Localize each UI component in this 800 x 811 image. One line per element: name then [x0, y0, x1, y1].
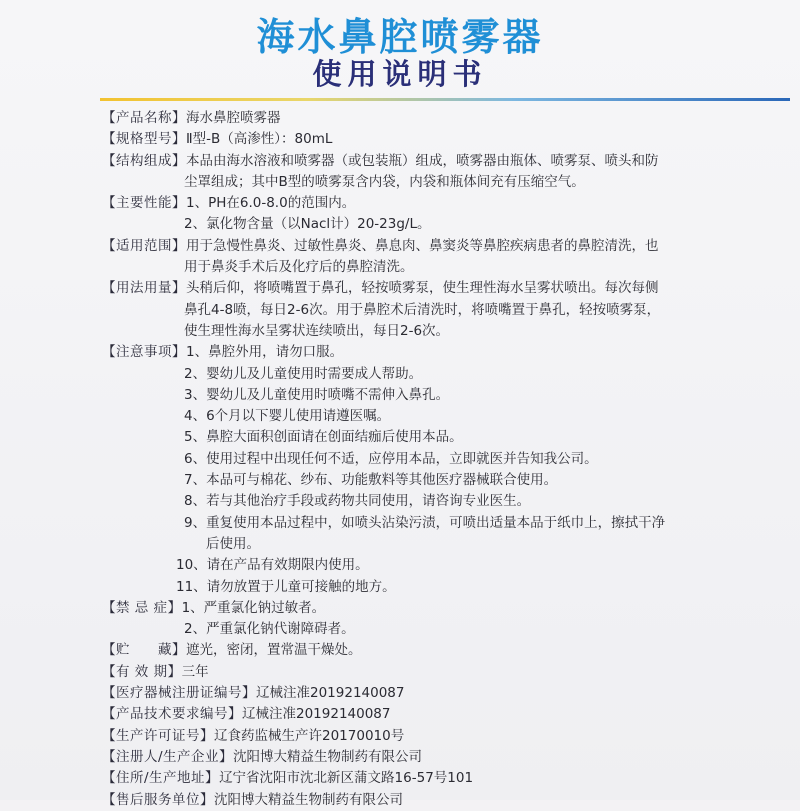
structure-label: 【结构组成】 — [102, 152, 186, 169]
caution-item-continued: 后使用。 — [206, 535, 260, 552]
registrant-row — [102, 747, 794, 768]
service-label: 【售后服务单位】 — [102, 791, 214, 808]
product-name-value: 海水鼻腔喷雾器 — [186, 110, 281, 126]
usage-label: 【用法用量】 — [102, 280, 186, 297]
scope-row — [102, 236, 794, 257]
caution-item: 3、婴幼儿及儿童使用时喷嘴不需伸入鼻孔。 — [184, 386, 450, 403]
caution-item: 2、婴幼儿及儿童使用时需要成人帮助。 — [184, 365, 423, 382]
tech-req-row — [102, 704, 794, 725]
registrant-value: 沈阳博大精益生物制药有限公司 — [233, 748, 423, 765]
performance-row — [102, 193, 794, 214]
tech-req-label: 【产品技术要求编号】 — [102, 706, 242, 723]
caution-item: 10、请在产品有效期限内使用。 — [176, 557, 369, 574]
caution-item: 6、使用过程中出现任何不适，应停用本品，立即就医并告知我公司。 — [184, 450, 598, 467]
usage-line: 鼻孔4-8喷，每日2-6次。用于鼻腔术后清洗时，将喷嘴置于鼻孔，轻按喷雾泵， — [184, 301, 661, 318]
product-name-row — [102, 108, 794, 129]
license-row — [102, 726, 794, 747]
service-row — [102, 790, 794, 811]
reg-cert-row — [102, 683, 794, 704]
license-label: 【生产许可证号】 — [102, 727, 214, 744]
validity-label: 【有 效 期】 — [102, 663, 182, 680]
scope-label: 【适用范围】 — [102, 237, 186, 254]
validity-value: 三年 — [181, 663, 209, 680]
product-name-label: 【产品名称】 — [102, 110, 186, 126]
structure-line: 尘罩组成；其中B型的喷雾泵含内袋，内袋和瓶体间充有压缩空气。 — [184, 173, 585, 190]
cautions-row — [102, 342, 794, 363]
registrant-label: 【注册人/生产企业】 — [102, 748, 234, 765]
contraindication-item: 1、严重氯化钠过敏者。 — [181, 599, 326, 616]
storage-label: 【贮 藏】 — [102, 642, 186, 659]
validity-row — [102, 662, 794, 683]
caution-item: 8、若与其他治疗手段或药物共同使用，请咨询专业医生。 — [184, 493, 531, 510]
caution-item: 7、本品可与棉花、纱布、功能敷料等其他医疗器械联合使用。 — [184, 472, 558, 489]
caution-item: 9、重复使用本品过程中，如喷头沾染污渍，可喷出适量本品于纸巾上，擦拭干净 — [184, 514, 666, 531]
address-label: 【住所/生产地址】 — [102, 770, 220, 787]
tech-req-value: 辽械注准20192140087 — [242, 706, 391, 723]
reg-cert-value: 辽械注准20192140087 — [256, 685, 405, 702]
structure-row — [102, 151, 794, 172]
address-value: 辽宁省沈阳市沈北新区蒲文路16-57号101 — [219, 770, 474, 787]
reg-cert-label: 【医疗器械注册证编号】 — [102, 685, 256, 702]
storage-value: 遮光，密闭，置常温干燥处。 — [186, 642, 362, 659]
performance-label: 【主要性能】 — [102, 195, 186, 212]
page-subtitle: 使用说明书 — [312, 57, 488, 91]
usage-row — [102, 278, 794, 299]
service-value: 沈阳博大精益生物制药有限公司 — [214, 791, 403, 808]
contraindication-item: 2、严重氯化钠代谢障碍者。 — [184, 621, 355, 638]
scope-line: 用于鼻炎手术后及化疗后的鼻腔清洗。 — [184, 259, 414, 276]
scope-line: 用于急慢性鼻炎、过敏性鼻炎、鼻息肉、鼻窦炎等鼻腔疾病患者的鼻腔清洗，也 — [186, 237, 659, 254]
model-row — [102, 129, 794, 150]
caution-item: 1、鼻腔外用，请勿口服。 — [186, 344, 344, 361]
storage-row — [102, 640, 794, 661]
model-label: 【规格型号】 — [102, 131, 186, 148]
usage-line: 头稍后仰，将喷嘴置于鼻孔，轻按喷雾泵，使生理性海水呈雾状喷出。每次每侧 — [186, 280, 659, 297]
caution-item: 11、请勿放置于儿童可接触的地方。 — [176, 578, 396, 595]
caution-item: 4、6个月以下婴儿使用请遵医嘱。 — [184, 408, 391, 425]
model-value: Ⅱ型-B（高渗性）：80mL — [186, 131, 333, 148]
header-divider — [100, 98, 790, 101]
usage-line: 使生理性海水呈雾状连续喷出，每日2-6次。 — [184, 322, 450, 339]
performance-line: 1、PH在6.0-8.0的范围内。 — [186, 195, 356, 212]
contraindications-label: 【禁 忌 症】 — [102, 599, 182, 616]
address-row — [102, 768, 794, 789]
structure-line: 本品由海水溶液和喷雾器（或包装瓶）组成，喷雾器由瓶体、喷雾泵、喷头和防 — [186, 152, 659, 169]
license-value: 辽食药监械生产许20170010号 — [214, 727, 405, 744]
page-title: 海水鼻腔喷雾器 — [256, 15, 544, 59]
cautions-label: 【注意事项】 — [102, 344, 186, 361]
caution-item: 5、鼻腔大面积创面请在创面结痂后使用本品。 — [184, 429, 463, 446]
performance-line: 2、氯化物含量（以Nacl计）20-23g/L。 — [184, 216, 431, 233]
contraindications-row — [102, 598, 794, 619]
instruction-content — [102, 108, 794, 811]
